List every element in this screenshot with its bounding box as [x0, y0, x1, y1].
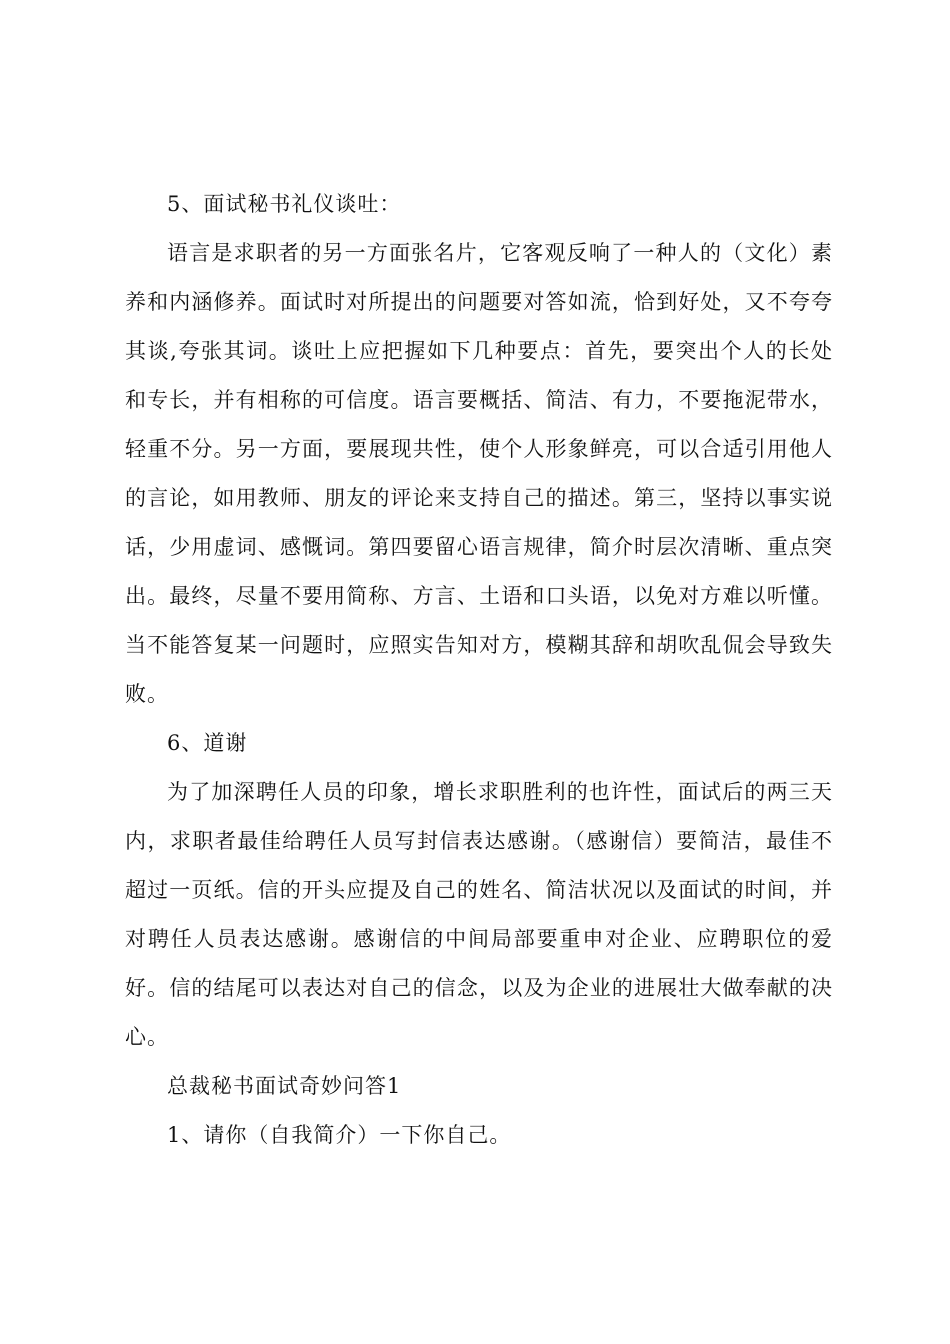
question-item: 1、请你（自我简介）一下你自己。	[167, 1123, 512, 1147]
section-heading-thanks: 6、道谢	[167, 731, 248, 755]
document-body	[125, 180, 833, 1160]
section-heading-etiquette: 5、面试秘书礼仪谈吐：	[167, 192, 402, 216]
section-heading-qa: 总裁秘书面试奇妙问答1	[167, 1074, 402, 1098]
paragraph-thanks-letter: 为了加深聘任人员的印象，增长求职胜利的也许性，面试后的两三天内，求职者最佳给聘任人员写封信表达感谢。（感谢信）要简洁，最佳不超过一页纸。信的开头应提及自己的姓名、简洁状况以及面试的时间，并对聘任人员表达感谢。感谢信的中间局部要重申对企业、应聘职位的爱好。信的结尾可以表达对自己的信念，以及为企业的进展壮大做奉献的决心。	[125, 780, 833, 1049]
paragraph-speech: 语言是求职者的另一方面张名片，它客观反响了一种人的（文化）素养和内涵修养。面试时对所提出的问题要对答如流，恰到好处，又不夸夸其谈,夸张其词。谈吐上应把握如下几种要点：首先，要突出个人的长处和专长，并有相称的可信度。语言要概括、简洁、有力，不要拖泥带水，轻重不分。另一方面，要展现共性，使个人形象鲜亮，可以合适引用他人的言论，如用教师、朋友的评论来支持自己的描述。第三，坚持以事实说话，少用虚词、感慨词。第四要留心语言规律，简介时层次清晰、重点突出。最终，尽量不要用简称、方言、土语和口头语，以免对方难以听懂。当不能答复某一问题时，应照实告知对方，模糊其辞和胡吹乱侃会导致失败。	[125, 241, 833, 706]
